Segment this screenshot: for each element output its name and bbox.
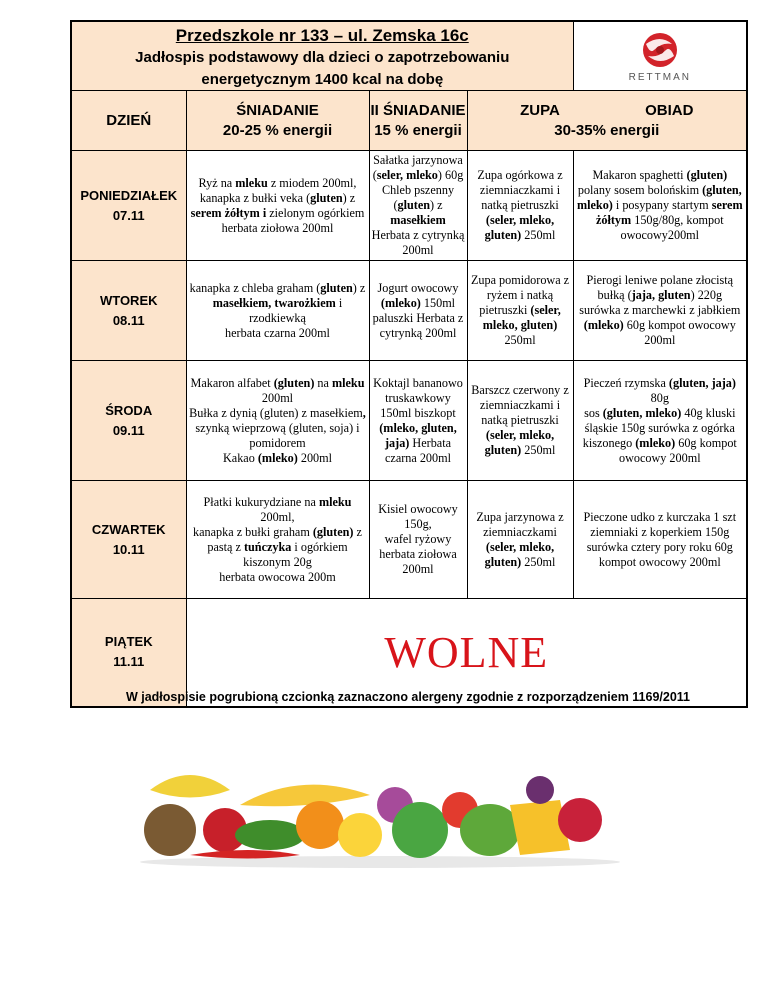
dinner-cell (573, 481, 747, 599)
menu-day-row (71, 261, 747, 361)
soup-cell (467, 481, 573, 599)
dish-text: Makaron spaghetti (gluten) polany sosem bolońskim (gluten, mleko) i posypany startym serem żółtym 150g/80g, kompot owocowy200ml (576, 168, 743, 242)
day-name: PONIEDZIAŁEK (80, 187, 178, 203)
day-cell: PIĄTEK 11.11 (71, 599, 186, 707)
dish-text: Zupa ogórkowa z ziemniaczkami i natką pietruszki (seler, mleko, gluten) 250ml (477, 168, 563, 242)
soup-cell (467, 361, 573, 481)
subtitle-line-2: energetycznym 1400 kcal na dobę (201, 71, 444, 88)
second-breakfast-cell (369, 151, 467, 261)
second-breakfast-cell (369, 361, 467, 481)
dish-text: Jogurt owocowy (mleko) 150ml paluszki Herbata z cytrynką 200ml (372, 280, 464, 340)
dish-text: Zupa jarzynowa z ziemniaczkami (seler, mleko, gluten) 250ml (476, 509, 564, 569)
subtitle-line-1: Jadłospis podstawowy dla dzieci o zapotrzebowaniu (135, 49, 510, 66)
soup-cell (467, 151, 573, 261)
menu-table (70, 20, 748, 708)
day-date: 07.11 (112, 207, 145, 223)
dish-text: Pieczone udko z kurczaka 1 szt ziemniaki z koperkiem 150g surówka cztery pory roku 60g kompot owocowy 200ml (583, 509, 737, 569)
menu-day-row (71, 361, 747, 481)
day-name: WTOREK (99, 292, 158, 308)
day-date: 10.11 (112, 541, 145, 557)
breakfast-cell (186, 261, 369, 361)
day-date: 09.11 (112, 422, 145, 438)
dish-text: Pieczeń rzymska (gluten, jaja) 80g sos (gluten, mleko) 40g kluski śląskie 150g surówka z ogórka kiszonego (mleko) 60g kompot owocowy 200ml (582, 375, 737, 465)
breakfast-cell (186, 151, 369, 261)
day-cell (71, 481, 186, 599)
menu-day-row (71, 481, 747, 599)
menu-day-row (71, 151, 747, 261)
dish-text: Kisiel owocowy 150g, wafel ryżowy herbata ziołowa 200ml (378, 502, 458, 576)
day-cell (71, 261, 186, 361)
dish-text: Makaron alfabet (gluten) na mleku 200ml Bułka z dynią (gluten) z masełkiem, szynką wieprzową (gluten, soja) i pomidorem Kakao (mleko) 200ml (189, 375, 366, 465)
allergen-footnote: W jadłospisie pogrubioną czcionką zaznaczono alergeny zgodnie z rozporządzeniem 1169/2011 (125, 690, 691, 704)
day-cell (71, 151, 186, 261)
soup-cell (467, 261, 573, 361)
dish-text: Koktajl bananowo truskawkowy 150ml biszkopt (mleko, gluten, jaja) Herbata czarna 200ml (373, 375, 463, 465)
rettman-logo-icon (632, 30, 688, 70)
dinner-cell (573, 261, 747, 361)
logo-text: RETTMAN (628, 71, 691, 83)
dinner-cell (573, 361, 747, 481)
dish-text: Zupa pomidorowa z ryżem i natką pietruszki (seler, mleko, gluten) 250ml (470, 273, 570, 347)
breakfast-cell (186, 361, 369, 481)
day-name: ŚRODA (105, 402, 153, 418)
dinner-cell (573, 151, 747, 261)
column-header-breakfast: ŚNIADANIE 20-25 % energii (186, 91, 369, 151)
fruit-vegetables-illustration (130, 750, 630, 870)
menu-header (71, 21, 573, 91)
column-header-second-breakfast: II ŚNIADANIE 15 % energii (369, 91, 467, 151)
dish-text: Płatki kukurydziane na mleku 200ml, kanapka z bułki graham (gluten) z pastą z tuńczyka i ogórkiem kiszonym 20g herbata owocowa 200m (193, 494, 362, 584)
dish-text: kanapka z chleba graham (gluten) z masełkiem, twarożkiem i rzodkiewką herbata czarna 200ml (189, 280, 366, 340)
column-header-soup-dinner: ZUPA OBIAD 30-35% energii (467, 91, 747, 151)
second-breakfast-cell (369, 481, 467, 599)
breakfast-cell (186, 481, 369, 599)
day-date: 08.11 (112, 312, 145, 328)
dish-text: Sałatka jarzynowa (seler, mleko) 60g Chleb pszenny (gluten) z masełkiem Herbata z cytrynką 200ml (371, 153, 465, 257)
day-name: CZWARTEK (91, 521, 166, 537)
dish-text: Ryż na mleku z miodem 200ml, kanapka z bułki veka (gluten) z serem żółtym i zielonym ogórkiem herbata ziołowa 200ml (190, 175, 365, 235)
dish-text: Barszcz czerwony z ziemniaczkami i natką pietruszki (seler, mleko, gluten) 250ml (471, 383, 569, 457)
dish-text: Pierogi leniwe polane złocistą bułką (jaja, gluten) 220g surówka z marchewki z jabłkiem (mleko) 60g kompot owocowy 200ml (579, 273, 741, 347)
column-header-day: DZIEŃ (71, 91, 186, 151)
second-breakfast-cell (369, 261, 467, 361)
page-title: Przedszkole nr 133 – ul. Zemska 16c (175, 26, 469, 45)
logo-cell (573, 21, 747, 91)
holiday-label: WOLNE (384, 627, 549, 677)
day-cell (71, 361, 186, 481)
